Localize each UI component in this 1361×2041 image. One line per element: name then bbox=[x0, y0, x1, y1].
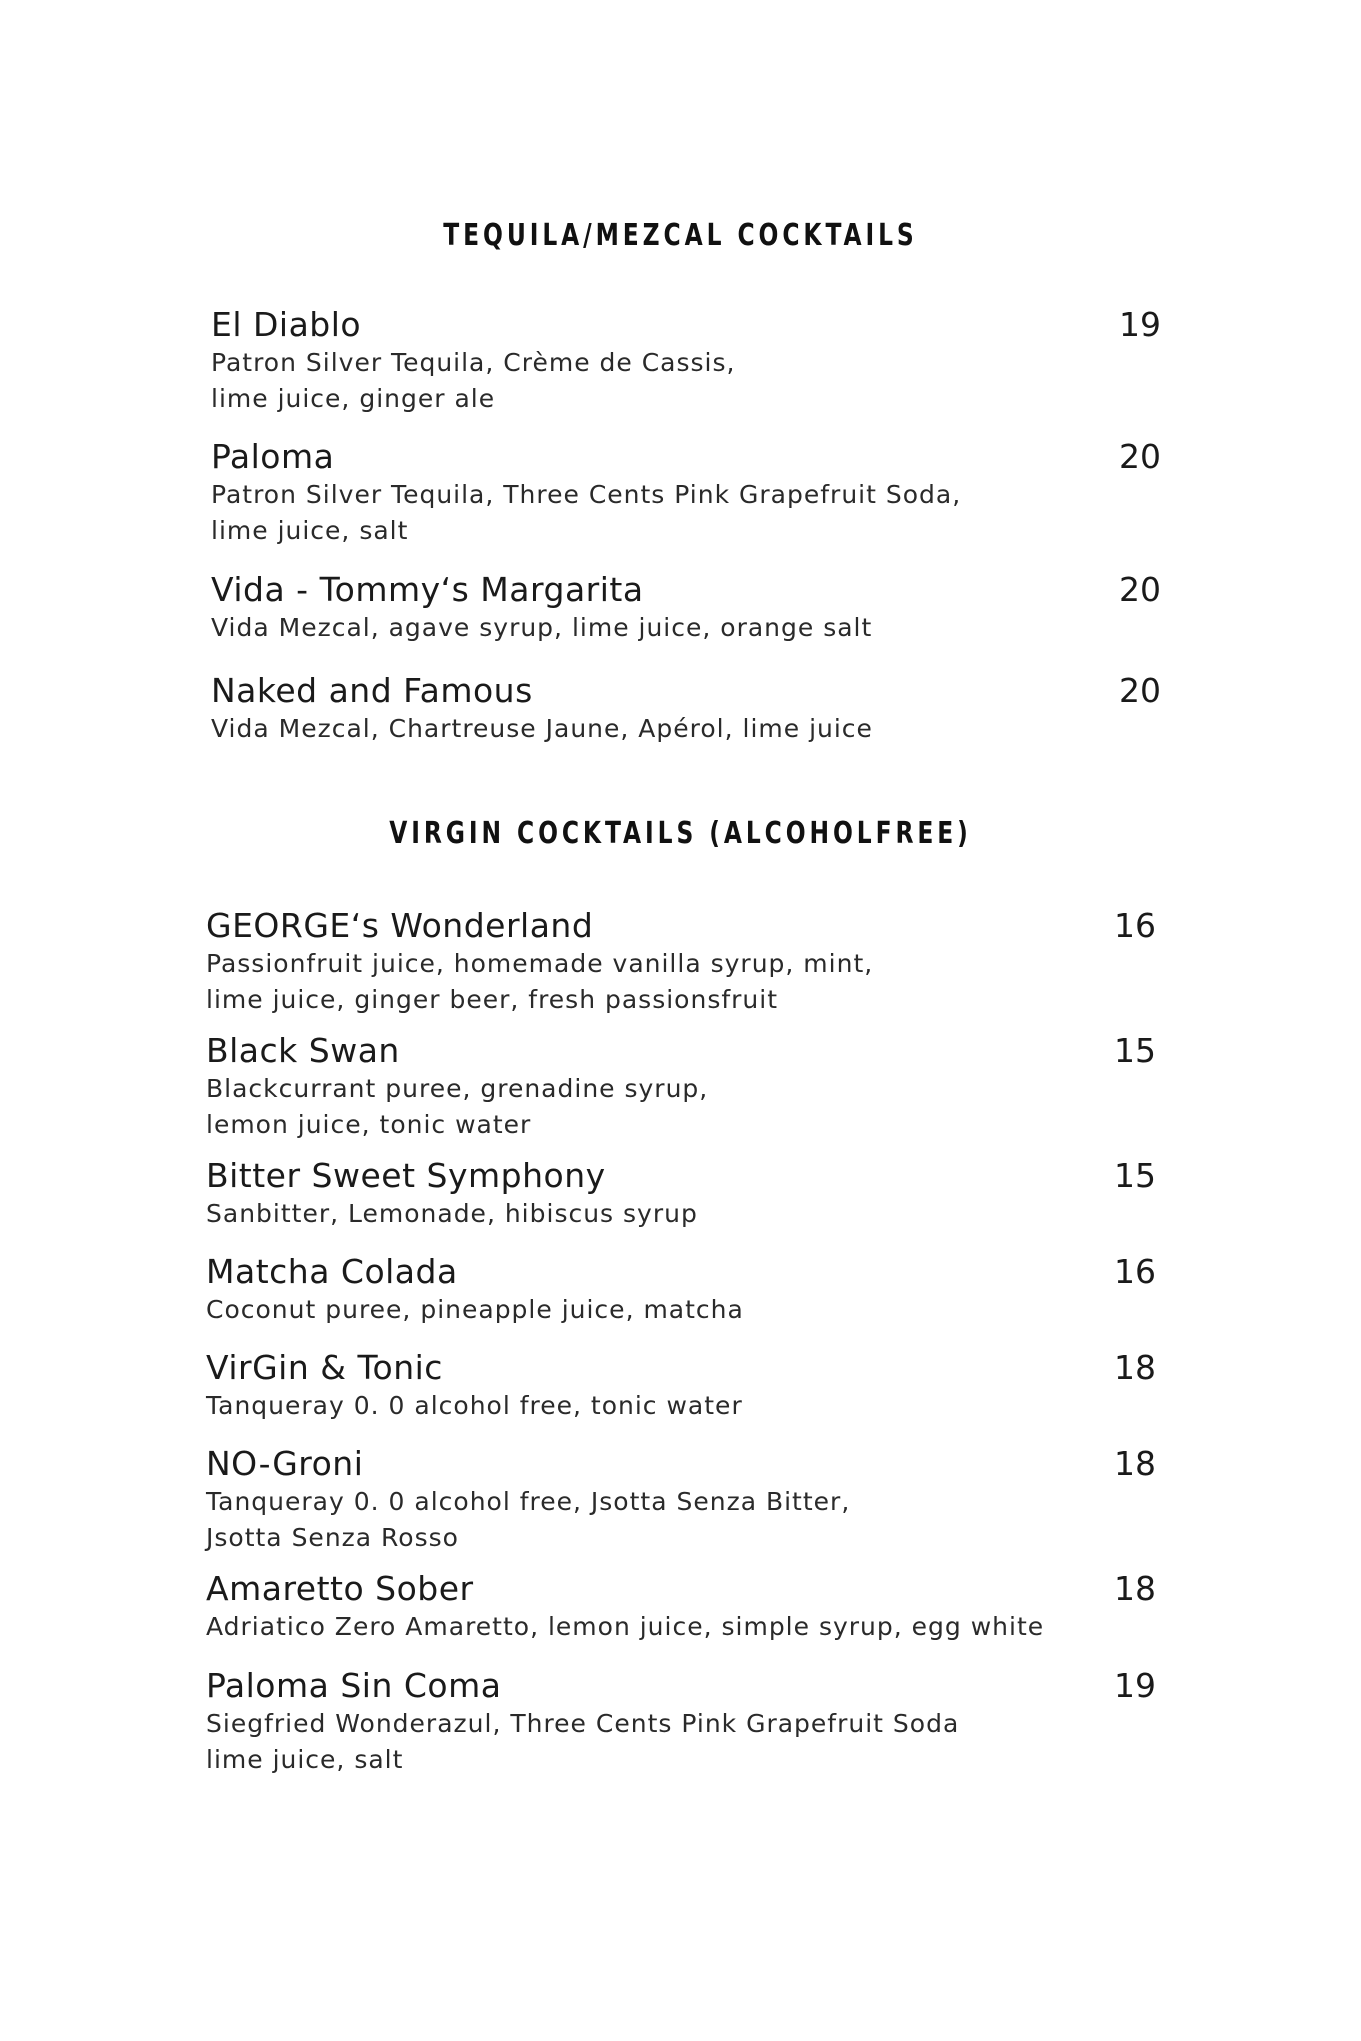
item-name: Paloma Sin Coma bbox=[206, 1666, 502, 1705]
item-price: 19 bbox=[1119, 305, 1161, 344]
item-description: Coconut puree, pineapple juice, matcha bbox=[206, 1295, 744, 1324]
item-description: Vida Mezcal, agave syrup, lime juice, orange salt bbox=[211, 613, 873, 642]
item-price: 18 bbox=[1114, 1348, 1156, 1387]
item-description: Passionfruit juice, homemade vanilla syrup, mint, lime juice, ginger beer, fresh passionsfruit bbox=[206, 949, 874, 1014]
item-name: El Diablo bbox=[211, 305, 362, 344]
menu-item bbox=[211, 570, 1161, 646]
item-price: 20 bbox=[1119, 437, 1161, 476]
menu-item bbox=[206, 906, 1156, 1018]
section-heading-tequila: TEQUILA/MEZCAL COCKTAILS bbox=[443, 218, 918, 253]
item-name: Naked and Famous bbox=[211, 671, 533, 710]
item-description: Sanbitter, Lemonade, hibiscus syrup bbox=[206, 1199, 698, 1228]
item-price: 19 bbox=[1114, 1666, 1156, 1705]
item-price: 15 bbox=[1114, 1031, 1156, 1070]
item-price: 16 bbox=[1114, 906, 1156, 945]
item-description: Blackcurrant puree, grenadine syrup, lemon juice, tonic water bbox=[206, 1074, 709, 1139]
item-price: 16 bbox=[1114, 1252, 1156, 1291]
menu-item bbox=[206, 1569, 1156, 1645]
item-name: Matcha Colada bbox=[206, 1252, 458, 1291]
menu-item bbox=[206, 1031, 1156, 1143]
menu-item bbox=[206, 1348, 1156, 1424]
item-name: GEORGE‘s Wonderland bbox=[206, 906, 594, 945]
item-price: 15 bbox=[1114, 1156, 1156, 1195]
menu-item bbox=[211, 305, 1161, 417]
menu-item bbox=[206, 1444, 1156, 1556]
menu-item bbox=[206, 1156, 1156, 1232]
menu-item bbox=[211, 671, 1161, 747]
item-name: Black Swan bbox=[206, 1031, 400, 1070]
item-price: 20 bbox=[1119, 671, 1161, 710]
item-description: Tanqueray 0. 0 alcohol free, tonic water bbox=[206, 1391, 743, 1420]
item-description: Siegfried Wonderazul, Three Cents Pink Grapefruit Soda lime juice, salt bbox=[206, 1709, 960, 1774]
item-name: Vida - Tommy‘s Margarita bbox=[211, 570, 644, 609]
item-description: Tanqueray 0. 0 alcohol free, Jsotta Senza Bitter, Jsotta Senza Rosso bbox=[206, 1487, 851, 1552]
item-price: 20 bbox=[1119, 570, 1161, 609]
item-description: Vida Mezcal, Chartreuse Jaune, Apérol, lime juice bbox=[211, 714, 873, 743]
item-description: Patron Silver Tequila, Three Cents Pink Grapefruit Soda, lime juice, salt bbox=[211, 480, 962, 545]
item-description: Adriatico Zero Amaretto, lemon juice, simple syrup, egg white bbox=[206, 1612, 1045, 1641]
item-price: 18 bbox=[1114, 1569, 1156, 1608]
menu-item bbox=[206, 1666, 1156, 1778]
item-name: Paloma bbox=[211, 437, 335, 476]
item-name: Amaretto Sober bbox=[206, 1569, 474, 1608]
item-name: Bitter Sweet Symphony bbox=[206, 1156, 606, 1195]
menu-item bbox=[206, 1252, 1156, 1328]
item-description: Patron Silver Tequila, Crème de Cassis, lime juice, ginger ale bbox=[211, 348, 736, 413]
item-price: 18 bbox=[1114, 1444, 1156, 1483]
item-name: VirGin & Tonic bbox=[206, 1348, 443, 1387]
menu-item bbox=[211, 437, 1161, 549]
item-name: NO-Groni bbox=[206, 1444, 364, 1483]
section-heading-virgin: VIRGIN COCKTAILS (ALCOHOLFREE) bbox=[389, 816, 972, 851]
